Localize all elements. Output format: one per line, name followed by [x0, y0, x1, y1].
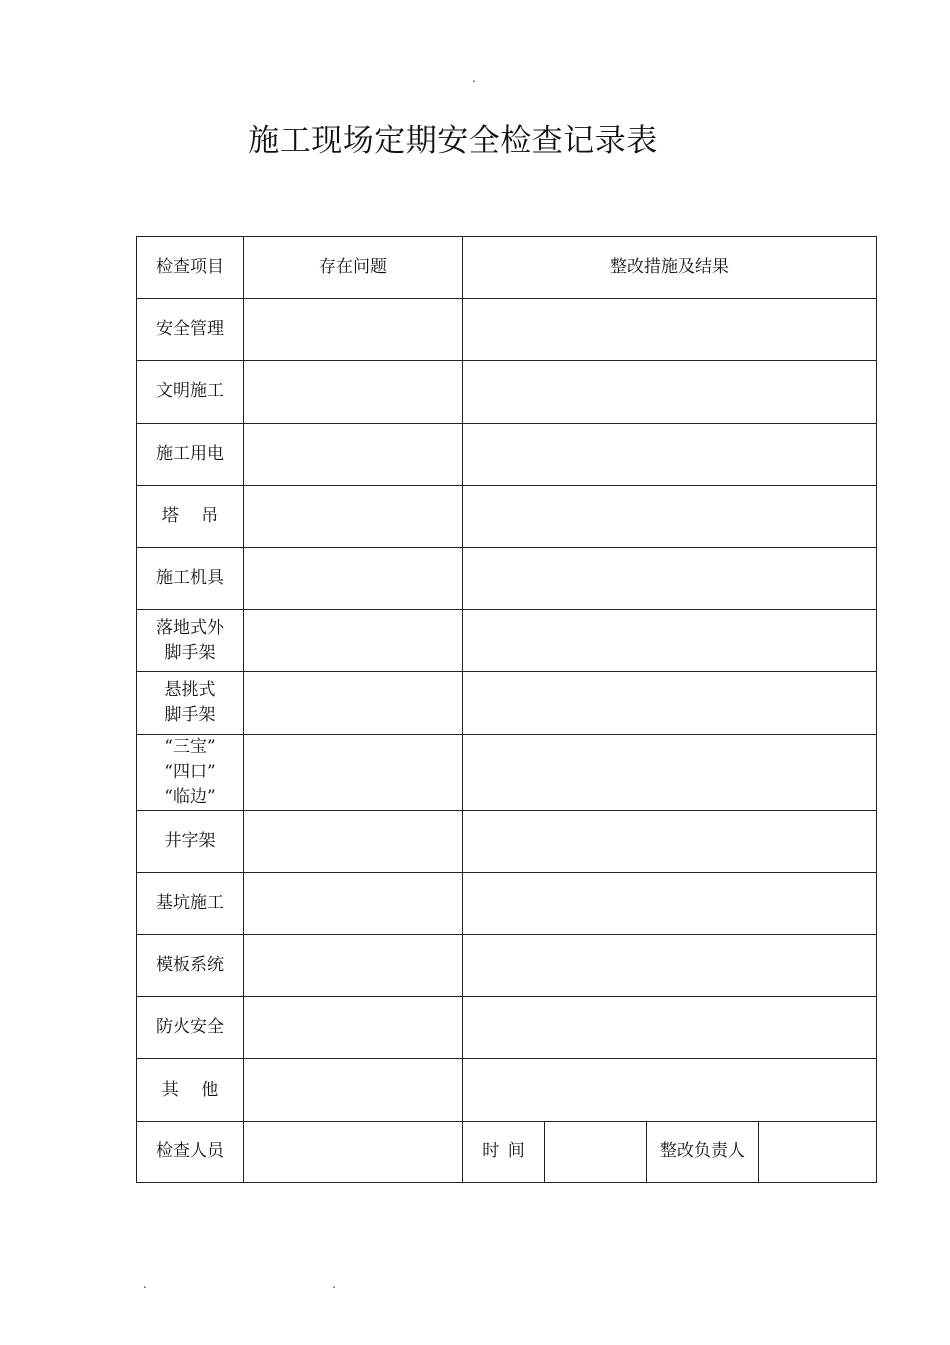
header-row	[137, 237, 877, 299]
table-row	[137, 1059, 877, 1121]
footer-row	[137, 1121, 877, 1182]
measures-cell[interactable]	[463, 672, 877, 734]
measures-cell[interactable]	[463, 547, 877, 609]
problems-cell[interactable]	[244, 299, 463, 361]
problems-cell[interactable]	[244, 610, 463, 672]
row-label: 文明施工	[137, 361, 244, 423]
measures-cell[interactable]	[463, 872, 877, 934]
header-check-item: 检查项目	[137, 237, 244, 299]
table-row	[137, 361, 877, 423]
measures-cell[interactable]	[463, 1059, 877, 1121]
measures-cell[interactable]	[463, 997, 877, 1059]
responsible-person-label: 整改负责人	[647, 1121, 759, 1182]
table-row	[137, 810, 877, 872]
measures-cell[interactable]	[463, 935, 877, 997]
page-title: 施工现场定期安全检查记录表	[248, 123, 658, 159]
row-label: 其 他	[137, 1059, 244, 1121]
row-label: 塔 吊	[137, 485, 244, 547]
table-row	[137, 872, 877, 934]
problems-cell[interactable]	[244, 997, 463, 1059]
problems-cell[interactable]	[244, 485, 463, 547]
row-label: 井字架	[137, 810, 244, 872]
problems-cell[interactable]	[244, 547, 463, 609]
row-label: 模板系统	[137, 935, 244, 997]
problems-cell[interactable]	[244, 423, 463, 485]
measures-cell[interactable]	[463, 361, 877, 423]
problems-cell[interactable]	[244, 734, 463, 810]
inspection-record-table	[136, 236, 877, 1183]
page-mark-bottom-center: .	[332, 1277, 336, 1291]
table-row	[137, 935, 877, 997]
page-mark-bottom-left: .	[143, 1277, 147, 1291]
row-label: 防火安全	[137, 997, 244, 1059]
table-row	[137, 997, 877, 1059]
row-label: 落地式外 脚手架	[137, 610, 244, 672]
row-label: 施工机具	[137, 547, 244, 609]
row-label: “三宝” “四口” “临边”	[137, 734, 244, 810]
measures-cell[interactable]	[463, 734, 877, 810]
table-row	[137, 672, 877, 734]
page-mark-top: .	[472, 71, 476, 85]
table-row	[137, 610, 877, 672]
problems-cell[interactable]	[244, 935, 463, 997]
row-label: 基坑施工	[137, 872, 244, 934]
row-label: 施工用电	[137, 423, 244, 485]
row-label: 悬挑式 脚手架	[137, 672, 244, 734]
row-label: 安全管理	[137, 299, 244, 361]
measures-cell[interactable]	[463, 610, 877, 672]
inspector-value-cell[interactable]	[244, 1121, 463, 1182]
table-row	[137, 485, 877, 547]
measures-cell[interactable]	[463, 299, 877, 361]
table-row	[137, 423, 877, 485]
problems-cell[interactable]	[244, 1059, 463, 1121]
problems-cell[interactable]	[244, 361, 463, 423]
table-row	[137, 734, 877, 810]
table-row	[137, 299, 877, 361]
measures-cell[interactable]	[463, 423, 877, 485]
inspector-label: 检查人员	[137, 1121, 244, 1182]
header-measures-results: 整改措施及结果	[463, 237, 877, 299]
time-value-cell[interactable]	[545, 1121, 647, 1182]
header-existing-problems: 存在问题	[244, 237, 463, 299]
table-row	[137, 547, 877, 609]
measures-cell[interactable]	[463, 485, 877, 547]
problems-cell[interactable]	[244, 872, 463, 934]
problems-cell[interactable]	[244, 672, 463, 734]
problems-cell[interactable]	[244, 810, 463, 872]
responsible-person-value-cell[interactable]	[759, 1121, 877, 1182]
time-label: 时 间	[463, 1121, 545, 1182]
measures-cell[interactable]	[463, 810, 877, 872]
